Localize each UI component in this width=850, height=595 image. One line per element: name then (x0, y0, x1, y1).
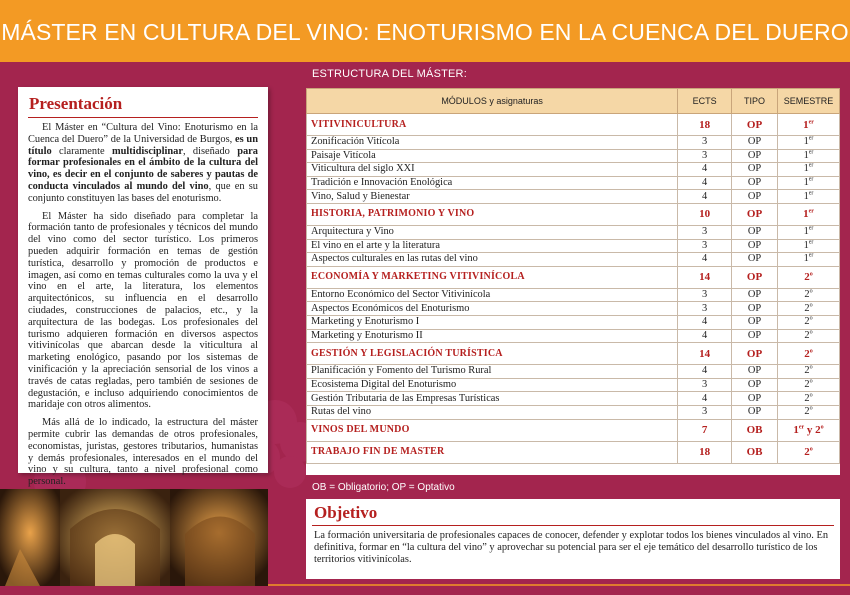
module-row (307, 203, 840, 225)
semestre-number: 2 (804, 365, 810, 377)
subject-ects: 3 (678, 136, 732, 150)
p1-bold-d: multidisciplinar (111, 145, 183, 157)
semestre-ordinal-2: o (820, 424, 824, 431)
p1-bold-f: para formar profesionales en el ámbito de la cultura del vino, es decir en el conjunto de saberes y pautas de conducta vinculados al mundo del vino (28, 145, 258, 192)
semestre-number: 1 (803, 177, 809, 189)
module-ects: 14 (678, 343, 732, 365)
table-row (307, 329, 840, 343)
table-row (307, 288, 840, 302)
table-header-row (307, 89, 840, 114)
module-ects: 10 (678, 203, 732, 225)
subject-name: Arquitectura y Vino (307, 225, 678, 239)
module-row (307, 441, 840, 463)
semestre-ordinal: o (809, 329, 813, 336)
semestre-number: 1 (803, 149, 809, 161)
subject-tipo: OP (732, 378, 778, 392)
header-tipo: TIPO (732, 89, 778, 114)
subject-ects: 4 (678, 176, 732, 190)
p1-text-a: El Máster en “Cultura del Vino: Enoturismo en la Cuenca del Duero” de la Universidad de Burgos, (28, 122, 258, 145)
header-modulos: MÓDULOS y asignaturas (307, 89, 678, 114)
semestre-ordinal: er (808, 176, 814, 183)
semestre-number: 2 (804, 392, 810, 404)
p1-text-e: , diseñado (182, 145, 238, 157)
semestre-number-2: 2 (815, 424, 821, 436)
semestre-ordinal: o (809, 288, 813, 295)
semestre-ordinal: o (809, 364, 813, 371)
module-row (307, 343, 840, 365)
semestre-number: 2 (804, 347, 810, 360)
semestre-number: 1 (803, 136, 809, 148)
module-tipo: OP (732, 343, 778, 365)
presentacion-text (28, 122, 258, 494)
semestre-ordinal: er (808, 149, 814, 156)
semestre-ordinal: o (809, 446, 813, 453)
subject-name: Viticultura del siglo XXI (307, 163, 678, 177)
subject-name: Planificación y Fomento del Turismo Rural (307, 365, 678, 379)
presentacion-paragraph-1 (28, 122, 258, 205)
subject-tipo: OP (732, 365, 778, 379)
semestre-number: 1 (803, 163, 809, 175)
cell-semestre (778, 315, 840, 329)
table-row (307, 405, 840, 419)
table-legend: OB = Obligatorio; OP = Optativo (312, 482, 455, 493)
cell-semestre (778, 203, 840, 225)
cell-semestre (778, 441, 840, 463)
table-row (307, 163, 840, 177)
subject-ects: 4 (678, 392, 732, 406)
cell-semestre (778, 405, 840, 419)
subject-tipo: OP (732, 302, 778, 316)
module-row (307, 419, 840, 441)
subject-ects: 4 (678, 190, 732, 204)
table-row (307, 176, 840, 190)
page-title: MÁSTER EN CULTURA DEL VINO: ENOTURISMO EN LA CUENCA DEL DUERO (1, 19, 849, 45)
semestre-ordinal: er (808, 190, 814, 197)
module-name: TRABAJO FIN DE MASTER (307, 441, 678, 463)
header-semestre: SEMESTRE (778, 89, 840, 114)
subject-ects: 4 (678, 253, 732, 267)
subject-name: Aspectos culturales en las rutas del vino (307, 253, 678, 267)
table-body (307, 114, 840, 464)
subject-name: Entorno Económico del Sector Vitivinícola (307, 288, 678, 302)
semestre-ordinal: er (808, 225, 814, 232)
semestre-number: 1 (793, 424, 799, 436)
module-tipo: OB (732, 419, 778, 441)
semestre-ordinal: er (808, 252, 814, 259)
cell-semestre (778, 225, 840, 239)
cell-semestre (778, 149, 840, 163)
subject-tipo: OP (732, 329, 778, 343)
module-name: GESTIÓN Y LEGISLACIÓN TURÍSTICA (307, 343, 678, 365)
semestre-number: 2 (804, 271, 810, 284)
semestre-ordinal: o (809, 271, 813, 278)
table-row (307, 315, 840, 329)
subject-tipo: OP (732, 225, 778, 239)
subject-name: El vino en el arte y la literatura (307, 239, 678, 253)
table-row (307, 239, 840, 253)
subject-ects: 4 (678, 163, 732, 177)
modules-table (306, 88, 840, 464)
table-row (307, 365, 840, 379)
header-banner (0, 0, 850, 62)
subject-name: Zonificación Vitícola (307, 136, 678, 150)
subject-tipo: OP (732, 149, 778, 163)
subject-ects: 3 (678, 378, 732, 392)
semestre-number: 2 (804, 289, 810, 301)
module-tipo: OP (732, 266, 778, 288)
cell-semestre (778, 378, 840, 392)
semestre-number: 2 (804, 302, 810, 314)
estructura-table (306, 88, 840, 475)
module-row (307, 114, 840, 136)
cell-semestre (778, 253, 840, 267)
subject-tipo: OP (732, 163, 778, 177)
semestre-ordinal: er (808, 163, 814, 170)
cell-semestre (778, 343, 840, 365)
cell-semestre (778, 176, 840, 190)
table-row (307, 253, 840, 267)
module-ects: 18 (678, 441, 732, 463)
cell-semestre (778, 419, 840, 441)
semestre-number: 1 (803, 118, 809, 131)
module-tipo: OB (732, 441, 778, 463)
presentacion-panel (18, 87, 268, 488)
module-name: HISTORIA, PATRIMONIO Y VINO (307, 203, 678, 225)
subject-tipo: OP (732, 136, 778, 150)
presentacion-title: Presentación (29, 94, 123, 113)
cell-semestre (778, 239, 840, 253)
cell-semestre (778, 266, 840, 288)
subject-name: Marketing y Enoturismo II (307, 329, 678, 343)
cell-semestre (778, 329, 840, 343)
semestre-number: 1 (803, 253, 809, 265)
subject-tipo: OP (732, 190, 778, 204)
subject-name: Ecosistema Digital del Enoturismo (307, 378, 678, 392)
cell-semestre (778, 302, 840, 316)
semestre-number: 2 (804, 406, 810, 418)
cell-semestre (778, 114, 840, 136)
semestre-ordinal: o (809, 392, 813, 399)
module-row (307, 266, 840, 288)
table-row (307, 392, 840, 406)
cell-semestre (778, 136, 840, 150)
objetivo-text: La formación universitaria de profesionales capaces de conocer, defender y explotar todos los bienes vinculados al vino. En definitiva, formar en “la cultura del vino” y aprovechar su potencial para ser el eje temático del desarrollo turístico de los territorios vitivinícolas. (314, 530, 829, 565)
title-divider (28, 117, 258, 118)
subject-name: Rutas del vino (307, 405, 678, 419)
subject-ects: 3 (678, 225, 732, 239)
subject-name: Aspectos Económicos del Enoturismo (307, 302, 678, 316)
subject-tipo: OP (732, 392, 778, 406)
cell-semestre (778, 190, 840, 204)
p1-bold-b: es un título (28, 133, 258, 157)
subject-ects: 3 (678, 405, 732, 419)
subject-tipo: OP (732, 405, 778, 419)
module-name: VITIVINICULTURA (307, 114, 678, 136)
semestre-ordinal: er (808, 135, 814, 142)
wine-cellar-photo (0, 489, 268, 586)
p1-text-g: , que en su conjunto constituyen las bases del enoturismo. (28, 180, 258, 204)
subject-name: Paisaje Vitícola (307, 149, 678, 163)
header-ects: ECTS (678, 89, 732, 114)
semestre-ordinal: o (809, 302, 813, 309)
semestre-number: 2 (804, 379, 810, 391)
objetivo-divider (312, 525, 834, 526)
table-row (307, 378, 840, 392)
subject-ects: 3 (678, 239, 732, 253)
semestre-ordinal: er (798, 424, 805, 431)
subject-tipo: OP (732, 253, 778, 267)
module-name: ECONOMÍA Y MARKETING VITIVINÍCOLA (307, 266, 678, 288)
subject-ects: 4 (678, 329, 732, 343)
subject-name: Gestión Tributaria de las Empresas Turísticas (307, 392, 678, 406)
semestre-ordinal: o (809, 347, 813, 354)
subject-ects: 3 (678, 288, 732, 302)
semestre-number: 2 (804, 316, 810, 328)
semestre-ordinal: er (808, 118, 814, 125)
subject-ects: 4 (678, 365, 732, 379)
table-row (307, 136, 840, 150)
subject-tipo: OP (732, 176, 778, 190)
subject-name: Vino, Salud y Bienestar (307, 190, 678, 204)
estructura-label: ESTRUCTURA DEL MÁSTER: (312, 68, 467, 80)
subject-ects: 3 (678, 149, 732, 163)
semestre-number: 1 (803, 226, 809, 238)
table-row (307, 225, 840, 239)
presentacion-paragraph-3: Más allá de lo indicado, la estructura del máster permite cubrir las demandas de otros profesionales, economistas, juristas, gestores tributarios, humanistas y demás profesionales, interesados en el mundo del vino y su cultura, tanto a nivel profesional como personal. (28, 417, 258, 488)
cell-semestre (778, 392, 840, 406)
table-row (307, 190, 840, 204)
module-ects: 7 (678, 419, 732, 441)
cell-semestre (778, 365, 840, 379)
table-row (307, 149, 840, 163)
subject-tipo: OP (732, 239, 778, 253)
subject-tipo: OP (732, 288, 778, 302)
module-ects: 18 (678, 114, 732, 136)
cell-semestre (778, 288, 840, 302)
semestre-number: 1 (803, 190, 809, 202)
semestre-number: 1 (803, 239, 809, 251)
semestre-ordinal: o (809, 405, 813, 412)
objetivo-title: Objetivo (314, 503, 378, 522)
module-tipo: OP (732, 203, 778, 225)
semestre-ordinal: o (809, 378, 813, 385)
semestre-number: 1 (803, 208, 809, 221)
p1-text-c: claramente (51, 145, 112, 157)
presentacion-paragraph-2: El Máster ha sido diseñado para completar la formación tanto de profesionales y técnicos del mundo del vino como del sector turístico. Los primeros pueden adquirir formación en temas de gestión turística, desarrollo y promoción de productos e imagen, así como en temas culturales como la uva y el vino en el arte, la literatura, los elementos arquitectónicos, su influencia en el desarrollo ciudades, construcciones de palacios, etc., y la arquitectura de las bodegas. Los profesionales del turismo adquieren formación en diversos aspectos vitivinícolas que abarcan desde la viticultura al marketing enológico, pasando por los sistemas de vinificación y la apreciación sensorial de los vinos a través de catas regladas, pero también de sesiones de degustación, e incluso adquiriendo conocimientos de maridaje con otros alimentos. (28, 210, 258, 411)
module-tipo: OP (732, 114, 778, 136)
module-name: VINOS DEL MUNDO (307, 419, 678, 441)
semestre-number: 2 (804, 329, 810, 341)
subject-name: Tradición e Innovación Enológica (307, 176, 678, 190)
semestre-number: 2 (804, 446, 810, 458)
semestre-ordinal: er (808, 208, 814, 215)
table-row (307, 302, 840, 316)
wine-cellar-illustration (0, 489, 268, 586)
subject-tipo: OP (732, 315, 778, 329)
semestre-ordinal: er (808, 239, 814, 246)
semestre-joiner: y (804, 424, 816, 436)
subject-ects: 4 (678, 315, 732, 329)
subject-ects: 3 (678, 302, 732, 316)
semestre-ordinal: o (809, 315, 813, 322)
subject-name: Marketing y Enoturismo I (307, 315, 678, 329)
module-ects: 14 (678, 266, 732, 288)
objetivo-panel (306, 499, 840, 579)
cell-semestre (778, 163, 840, 177)
